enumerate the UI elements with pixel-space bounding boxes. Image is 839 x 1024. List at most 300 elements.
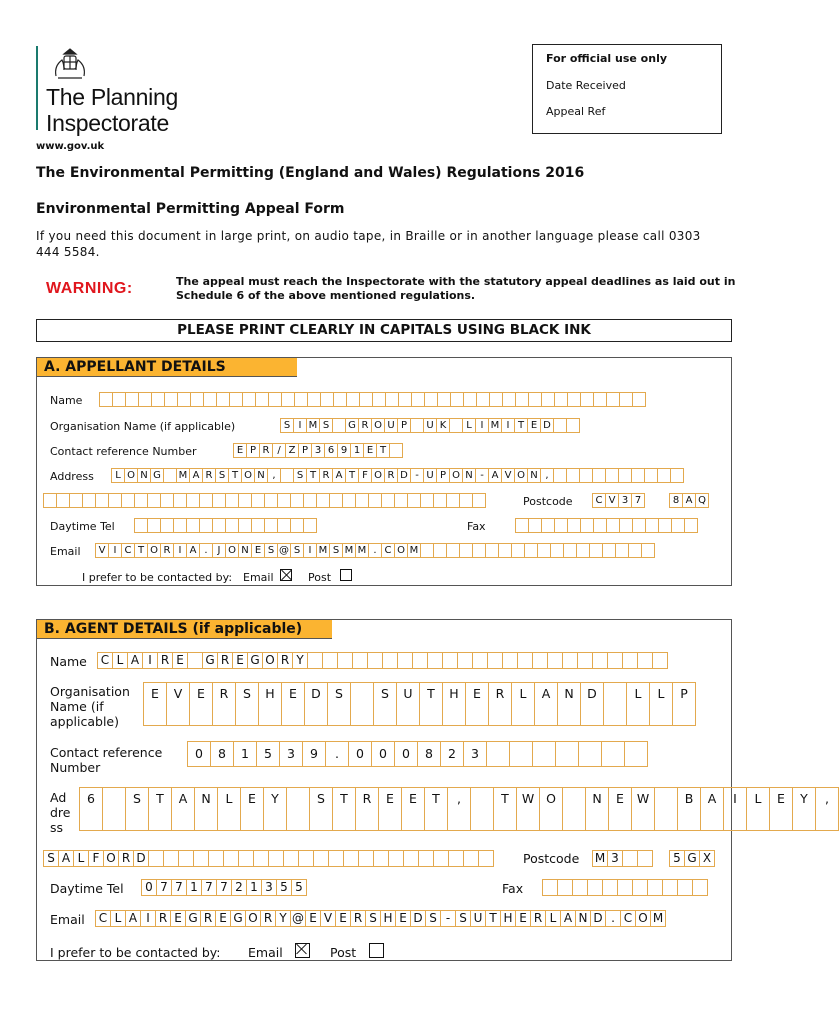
char-box[interactable] <box>410 418 424 433</box>
char-box[interactable] <box>463 392 477 407</box>
char-box[interactable] <box>641 543 655 558</box>
char-box[interactable] <box>407 493 421 508</box>
char-box[interactable]: I <box>142 652 158 669</box>
char-box[interactable]: M <box>306 418 320 433</box>
char-box[interactable]: E <box>305 910 321 927</box>
char-box[interactable] <box>515 392 529 407</box>
char-box[interactable]: 0 <box>141 879 157 896</box>
char-box[interactable]: Q <box>695 493 709 508</box>
char-box[interactable] <box>412 652 428 669</box>
char-box[interactable] <box>593 518 607 533</box>
char-box[interactable]: R <box>160 543 174 558</box>
char-box[interactable]: A <box>682 493 696 508</box>
char-box[interactable]: R <box>200 910 216 927</box>
char-box[interactable] <box>160 493 174 508</box>
char-box[interactable] <box>602 879 618 896</box>
char-box[interactable] <box>187 652 203 669</box>
char-box[interactable] <box>677 879 693 896</box>
char-box[interactable]: L <box>545 910 561 927</box>
char-box[interactable] <box>524 543 538 558</box>
char-box[interactable]: R <box>260 910 276 927</box>
char-box[interactable]: 3 <box>261 879 277 896</box>
char-box[interactable] <box>622 850 638 867</box>
char-box[interactable] <box>498 543 512 558</box>
char-box[interactable]: R <box>118 850 134 867</box>
char-box[interactable] <box>121 493 135 508</box>
char-box[interactable] <box>381 493 395 508</box>
char-box[interactable] <box>542 879 558 896</box>
char-box[interactable]: S <box>309 787 333 831</box>
char-box[interactable] <box>692 879 708 896</box>
char-box[interactable]: T <box>332 787 356 831</box>
char-box[interactable] <box>389 443 403 458</box>
char-box[interactable]: O <box>124 468 138 483</box>
char-box[interactable]: L <box>73 850 89 867</box>
char-box[interactable]: E <box>281 682 305 726</box>
char-box[interactable] <box>632 392 646 407</box>
char-box[interactable]: - <box>410 468 424 483</box>
char-box[interactable] <box>528 392 542 407</box>
char-box[interactable]: 5 <box>291 879 307 896</box>
char-box[interactable] <box>148 850 164 867</box>
char-box[interactable]: , <box>540 468 554 483</box>
char-box[interactable]: N <box>585 787 609 831</box>
char-box[interactable] <box>658 518 672 533</box>
char-box[interactable]: E <box>527 418 541 433</box>
char-box[interactable]: H <box>500 910 516 927</box>
char-box[interactable] <box>472 652 488 669</box>
char-box[interactable] <box>619 518 633 533</box>
char-box[interactable] <box>515 518 529 533</box>
char-box[interactable]: O <box>394 543 408 558</box>
char-box[interactable] <box>511 543 525 558</box>
char-box[interactable] <box>303 518 317 533</box>
char-box[interactable]: E <box>172 652 188 669</box>
char-box[interactable]: L <box>462 418 476 433</box>
char-box[interactable] <box>398 392 412 407</box>
char-box[interactable]: R <box>488 682 512 726</box>
char-box[interactable] <box>632 518 646 533</box>
char-box[interactable]: - <box>475 468 489 483</box>
char-box[interactable]: P <box>672 682 696 726</box>
char-box[interactable] <box>628 543 642 558</box>
char-box[interactable]: W <box>516 787 540 831</box>
char-box[interactable] <box>160 518 174 533</box>
char-box[interactable]: S <box>319 418 333 433</box>
char-box[interactable] <box>329 493 343 508</box>
char-box[interactable] <box>212 493 226 508</box>
char-box[interactable] <box>290 518 304 533</box>
char-box[interactable] <box>125 392 139 407</box>
char-box[interactable] <box>541 518 555 533</box>
char-box[interactable]: . <box>325 741 349 767</box>
char-box[interactable]: S <box>215 468 229 483</box>
char-box[interactable] <box>359 392 373 407</box>
char-box[interactable]: T <box>345 468 359 483</box>
char-box[interactable] <box>280 468 294 483</box>
char-box[interactable] <box>578 741 602 767</box>
char-box[interactable] <box>554 392 568 407</box>
char-box[interactable] <box>163 850 179 867</box>
char-box[interactable] <box>566 468 580 483</box>
char-box[interactable] <box>637 850 653 867</box>
char-box[interactable]: 7 <box>156 879 172 896</box>
char-box[interactable] <box>69 493 83 508</box>
char-box[interactable] <box>532 741 556 767</box>
char-box[interactable]: M <box>176 468 190 483</box>
char-box[interactable] <box>251 493 265 508</box>
char-box[interactable] <box>313 850 329 867</box>
char-box[interactable] <box>253 850 269 867</box>
char-box[interactable] <box>472 493 486 508</box>
char-box[interactable]: A <box>171 787 195 831</box>
char-box[interactable] <box>562 652 578 669</box>
char-box[interactable] <box>541 392 555 407</box>
char-box[interactable] <box>572 879 588 896</box>
appellant-fax-field[interactable] <box>515 518 697 533</box>
char-box[interactable] <box>238 493 252 508</box>
char-box[interactable] <box>532 652 548 669</box>
char-box[interactable]: C <box>381 543 395 558</box>
char-box[interactable] <box>555 741 579 767</box>
char-box[interactable] <box>298 850 314 867</box>
char-box[interactable]: 7 <box>201 879 217 896</box>
char-box[interactable]: S <box>293 468 307 483</box>
char-box[interactable]: I <box>173 543 187 558</box>
char-box[interactable] <box>268 392 282 407</box>
char-box[interactable]: G <box>247 652 263 669</box>
char-box[interactable]: E <box>363 443 377 458</box>
char-box[interactable]: A <box>189 468 203 483</box>
char-box[interactable] <box>624 741 648 767</box>
char-box[interactable] <box>654 787 678 831</box>
website-link[interactable]: www.gov.uk <box>36 141 105 152</box>
char-box[interactable]: 5 <box>256 741 280 767</box>
char-box[interactable] <box>358 850 374 867</box>
char-box[interactable]: L <box>626 682 650 726</box>
char-box[interactable] <box>448 850 464 867</box>
char-box[interactable] <box>177 392 191 407</box>
char-box[interactable] <box>290 493 304 508</box>
char-box[interactable]: L <box>649 682 673 726</box>
char-box[interactable] <box>43 493 57 508</box>
char-box[interactable]: U <box>384 418 398 433</box>
char-box[interactable] <box>589 543 603 558</box>
char-box[interactable] <box>333 392 347 407</box>
char-box[interactable] <box>557 879 573 896</box>
char-box[interactable] <box>147 518 161 533</box>
char-box[interactable]: Y <box>275 910 291 927</box>
char-box[interactable] <box>216 392 230 407</box>
char-box[interactable] <box>99 392 113 407</box>
char-box[interactable]: R <box>259 443 273 458</box>
char-box[interactable] <box>602 543 616 558</box>
char-box[interactable] <box>95 493 109 508</box>
char-box[interactable] <box>644 468 658 483</box>
char-box[interactable] <box>346 392 360 407</box>
char-box[interactable]: D <box>304 682 328 726</box>
char-box[interactable]: E <box>232 652 248 669</box>
char-box[interactable]: O <box>245 910 261 927</box>
char-box[interactable]: V <box>166 682 190 726</box>
char-box[interactable] <box>592 652 608 669</box>
char-box[interactable] <box>424 392 438 407</box>
char-box[interactable] <box>328 850 344 867</box>
char-box[interactable]: X <box>699 850 715 867</box>
char-box[interactable] <box>528 518 542 533</box>
char-box[interactable]: D <box>410 910 426 927</box>
char-box[interactable] <box>593 392 607 407</box>
char-box[interactable]: E <box>378 787 402 831</box>
char-box[interactable] <box>251 518 265 533</box>
char-box[interactable] <box>662 879 678 896</box>
char-box[interactable] <box>587 879 603 896</box>
char-box[interactable] <box>470 787 494 831</box>
char-box[interactable]: R <box>350 910 366 927</box>
char-box[interactable]: . <box>605 910 621 927</box>
char-box[interactable]: D <box>580 682 604 726</box>
char-box[interactable]: S <box>290 543 304 558</box>
char-box[interactable]: A <box>58 850 74 867</box>
char-box[interactable] <box>537 543 551 558</box>
char-box[interactable] <box>102 787 126 831</box>
agent-tel-field[interactable] <box>141 879 306 896</box>
char-box[interactable] <box>615 543 629 558</box>
char-box[interactable]: 1 <box>350 443 364 458</box>
char-box[interactable]: P <box>397 418 411 433</box>
char-box[interactable] <box>337 652 353 669</box>
char-box[interactable]: 1 <box>186 879 202 896</box>
char-box[interactable]: R <box>155 910 171 927</box>
char-box[interactable]: 6 <box>79 787 103 831</box>
char-box[interactable] <box>322 652 338 669</box>
char-box[interactable] <box>190 392 204 407</box>
char-box[interactable]: A <box>127 652 143 669</box>
char-box[interactable] <box>82 493 96 508</box>
char-box[interactable] <box>193 850 209 867</box>
char-box[interactable]: T <box>424 787 448 831</box>
char-box[interactable]: S <box>235 682 259 726</box>
char-box[interactable]: S <box>280 418 294 433</box>
char-box[interactable] <box>223 850 239 867</box>
agent-email-field[interactable] <box>95 910 665 927</box>
char-box[interactable] <box>307 652 323 669</box>
char-box[interactable] <box>502 392 516 407</box>
char-box[interactable]: - <box>440 910 456 927</box>
char-box[interactable]: S <box>373 682 397 726</box>
char-box[interactable] <box>547 652 563 669</box>
char-box[interactable]: T <box>514 418 528 433</box>
char-box[interactable] <box>420 493 434 508</box>
char-box[interactable]: 0 <box>187 741 211 767</box>
char-box[interactable]: 8 <box>669 493 683 508</box>
char-box[interactable]: T <box>134 543 148 558</box>
char-box[interactable] <box>173 493 187 508</box>
char-box[interactable]: E <box>251 543 265 558</box>
agent-address-line2[interactable] <box>43 850 493 867</box>
char-box[interactable] <box>242 392 256 407</box>
char-box[interactable]: C <box>121 543 135 558</box>
char-box[interactable]: D <box>590 910 606 927</box>
char-box[interactable]: G <box>684 850 700 867</box>
char-box[interactable]: V <box>95 543 109 558</box>
char-box[interactable]: L <box>111 468 125 483</box>
char-box[interactable] <box>294 392 308 407</box>
char-box[interactable] <box>199 518 213 533</box>
char-box[interactable]: P <box>298 443 312 458</box>
char-box[interactable]: I <box>303 543 317 558</box>
char-box[interactable]: E <box>515 910 531 927</box>
char-box[interactable]: 5 <box>669 850 685 867</box>
char-box[interactable] <box>567 392 581 407</box>
char-box[interactable] <box>186 493 200 508</box>
char-box[interactable]: F <box>88 850 104 867</box>
char-box[interactable] <box>446 493 460 508</box>
char-box[interactable]: E <box>395 910 411 927</box>
char-box[interactable] <box>199 493 213 508</box>
char-box[interactable]: L <box>112 652 128 669</box>
char-box[interactable] <box>208 850 224 867</box>
char-box[interactable]: V <box>605 493 619 508</box>
char-box[interactable]: T <box>419 682 443 726</box>
appellant-postcode-inward[interactable] <box>669 493 708 508</box>
char-box[interactable]: A <box>488 468 502 483</box>
char-box[interactable]: O <box>371 418 385 433</box>
char-box[interactable] <box>563 543 577 558</box>
char-box[interactable] <box>283 850 299 867</box>
char-box[interactable]: 7 <box>171 879 187 896</box>
char-box[interactable] <box>463 850 479 867</box>
char-box[interactable]: E <box>215 910 231 927</box>
appellant-email-field[interactable] <box>95 543 654 558</box>
char-box[interactable]: C <box>97 652 113 669</box>
char-box[interactable]: Y <box>792 787 816 831</box>
char-box[interactable]: S <box>43 850 59 867</box>
char-box[interactable] <box>112 392 126 407</box>
char-box[interactable] <box>566 418 580 433</box>
char-box[interactable] <box>645 518 659 533</box>
char-box[interactable] <box>509 741 533 767</box>
char-box[interactable] <box>567 518 581 533</box>
char-box[interactable] <box>411 392 425 407</box>
appellant-name-field[interactable] <box>99 392 645 407</box>
appellant-postcode-outward[interactable] <box>592 493 644 508</box>
appellant-post-checkbox[interactable] <box>340 569 352 581</box>
char-box[interactable]: B <box>677 787 701 831</box>
char-box[interactable] <box>332 418 346 433</box>
char-box[interactable]: A <box>332 468 346 483</box>
char-box[interactable] <box>281 392 295 407</box>
char-box[interactable]: 3 <box>607 850 623 867</box>
char-box[interactable] <box>550 543 564 558</box>
char-box[interactable] <box>647 879 663 896</box>
char-box[interactable]: V <box>320 910 336 927</box>
char-box[interactable] <box>420 543 434 558</box>
char-box[interactable] <box>502 652 518 669</box>
char-box[interactable] <box>603 682 627 726</box>
char-box[interactable]: 7 <box>216 879 232 896</box>
char-box[interactable] <box>553 468 567 483</box>
char-box[interactable]: A <box>560 910 576 927</box>
char-box[interactable] <box>457 652 473 669</box>
char-box[interactable] <box>592 468 606 483</box>
char-box[interactable] <box>238 850 254 867</box>
char-box[interactable] <box>657 468 671 483</box>
char-box[interactable]: A <box>700 787 724 831</box>
char-box[interactable] <box>489 392 503 407</box>
char-box[interactable]: I <box>723 787 747 831</box>
char-box[interactable] <box>343 850 359 867</box>
char-box[interactable] <box>576 543 590 558</box>
char-box[interactable] <box>478 850 494 867</box>
appellant-tel-field[interactable] <box>134 518 316 533</box>
char-box[interactable]: E <box>233 443 247 458</box>
char-box[interactable]: M <box>592 850 608 867</box>
char-box[interactable] <box>255 392 269 407</box>
agent-postcode-inward[interactable] <box>669 850 714 867</box>
char-box[interactable]: M <box>488 418 502 433</box>
char-box[interactable] <box>238 518 252 533</box>
char-box[interactable]: M <box>407 543 421 558</box>
char-box[interactable]: C <box>592 493 606 508</box>
char-box[interactable] <box>433 543 447 558</box>
char-box[interactable]: 8 <box>417 741 441 767</box>
char-box[interactable]: 2 <box>231 879 247 896</box>
char-box[interactable] <box>173 518 187 533</box>
char-box[interactable] <box>56 493 70 508</box>
char-box[interactable]: N <box>462 468 476 483</box>
char-box[interactable] <box>437 392 451 407</box>
char-box[interactable] <box>342 493 356 508</box>
char-box[interactable] <box>108 493 122 508</box>
char-box[interactable]: , <box>447 787 471 831</box>
char-box[interactable]: O <box>371 468 385 483</box>
char-box[interactable]: T <box>493 787 517 831</box>
char-box[interactable]: U <box>423 418 437 433</box>
char-box[interactable]: O <box>539 787 563 831</box>
char-box[interactable]: 3 <box>279 741 303 767</box>
char-box[interactable]: S <box>125 787 149 831</box>
char-box[interactable]: E <box>465 682 489 726</box>
char-box[interactable] <box>212 518 226 533</box>
char-box[interactable]: T <box>228 468 242 483</box>
char-box[interactable]: S <box>264 543 278 558</box>
agent-contact-ref-field[interactable] <box>187 741 647 767</box>
char-box[interactable] <box>307 392 321 407</box>
char-box[interactable] <box>355 493 369 508</box>
char-box[interactable] <box>631 468 645 483</box>
char-box[interactable]: 9 <box>337 443 351 458</box>
char-box[interactable] <box>476 392 490 407</box>
char-box[interactable] <box>684 518 698 533</box>
char-box[interactable]: M <box>342 543 356 558</box>
char-box[interactable]: L <box>217 787 241 831</box>
char-box[interactable]: I <box>501 418 515 433</box>
char-box[interactable] <box>580 518 594 533</box>
char-box[interactable] <box>138 392 152 407</box>
char-box[interactable] <box>427 652 443 669</box>
char-box[interactable]: D <box>540 418 554 433</box>
char-box[interactable]: N <box>557 682 581 726</box>
char-box[interactable]: F <box>358 468 372 483</box>
char-box[interactable]: J <box>212 543 226 558</box>
char-box[interactable]: T <box>376 443 390 458</box>
char-box[interactable] <box>579 468 593 483</box>
char-box[interactable]: R <box>384 468 398 483</box>
char-box[interactable] <box>606 518 620 533</box>
char-box[interactable]: S <box>365 910 381 927</box>
char-box[interactable]: N <box>137 468 151 483</box>
